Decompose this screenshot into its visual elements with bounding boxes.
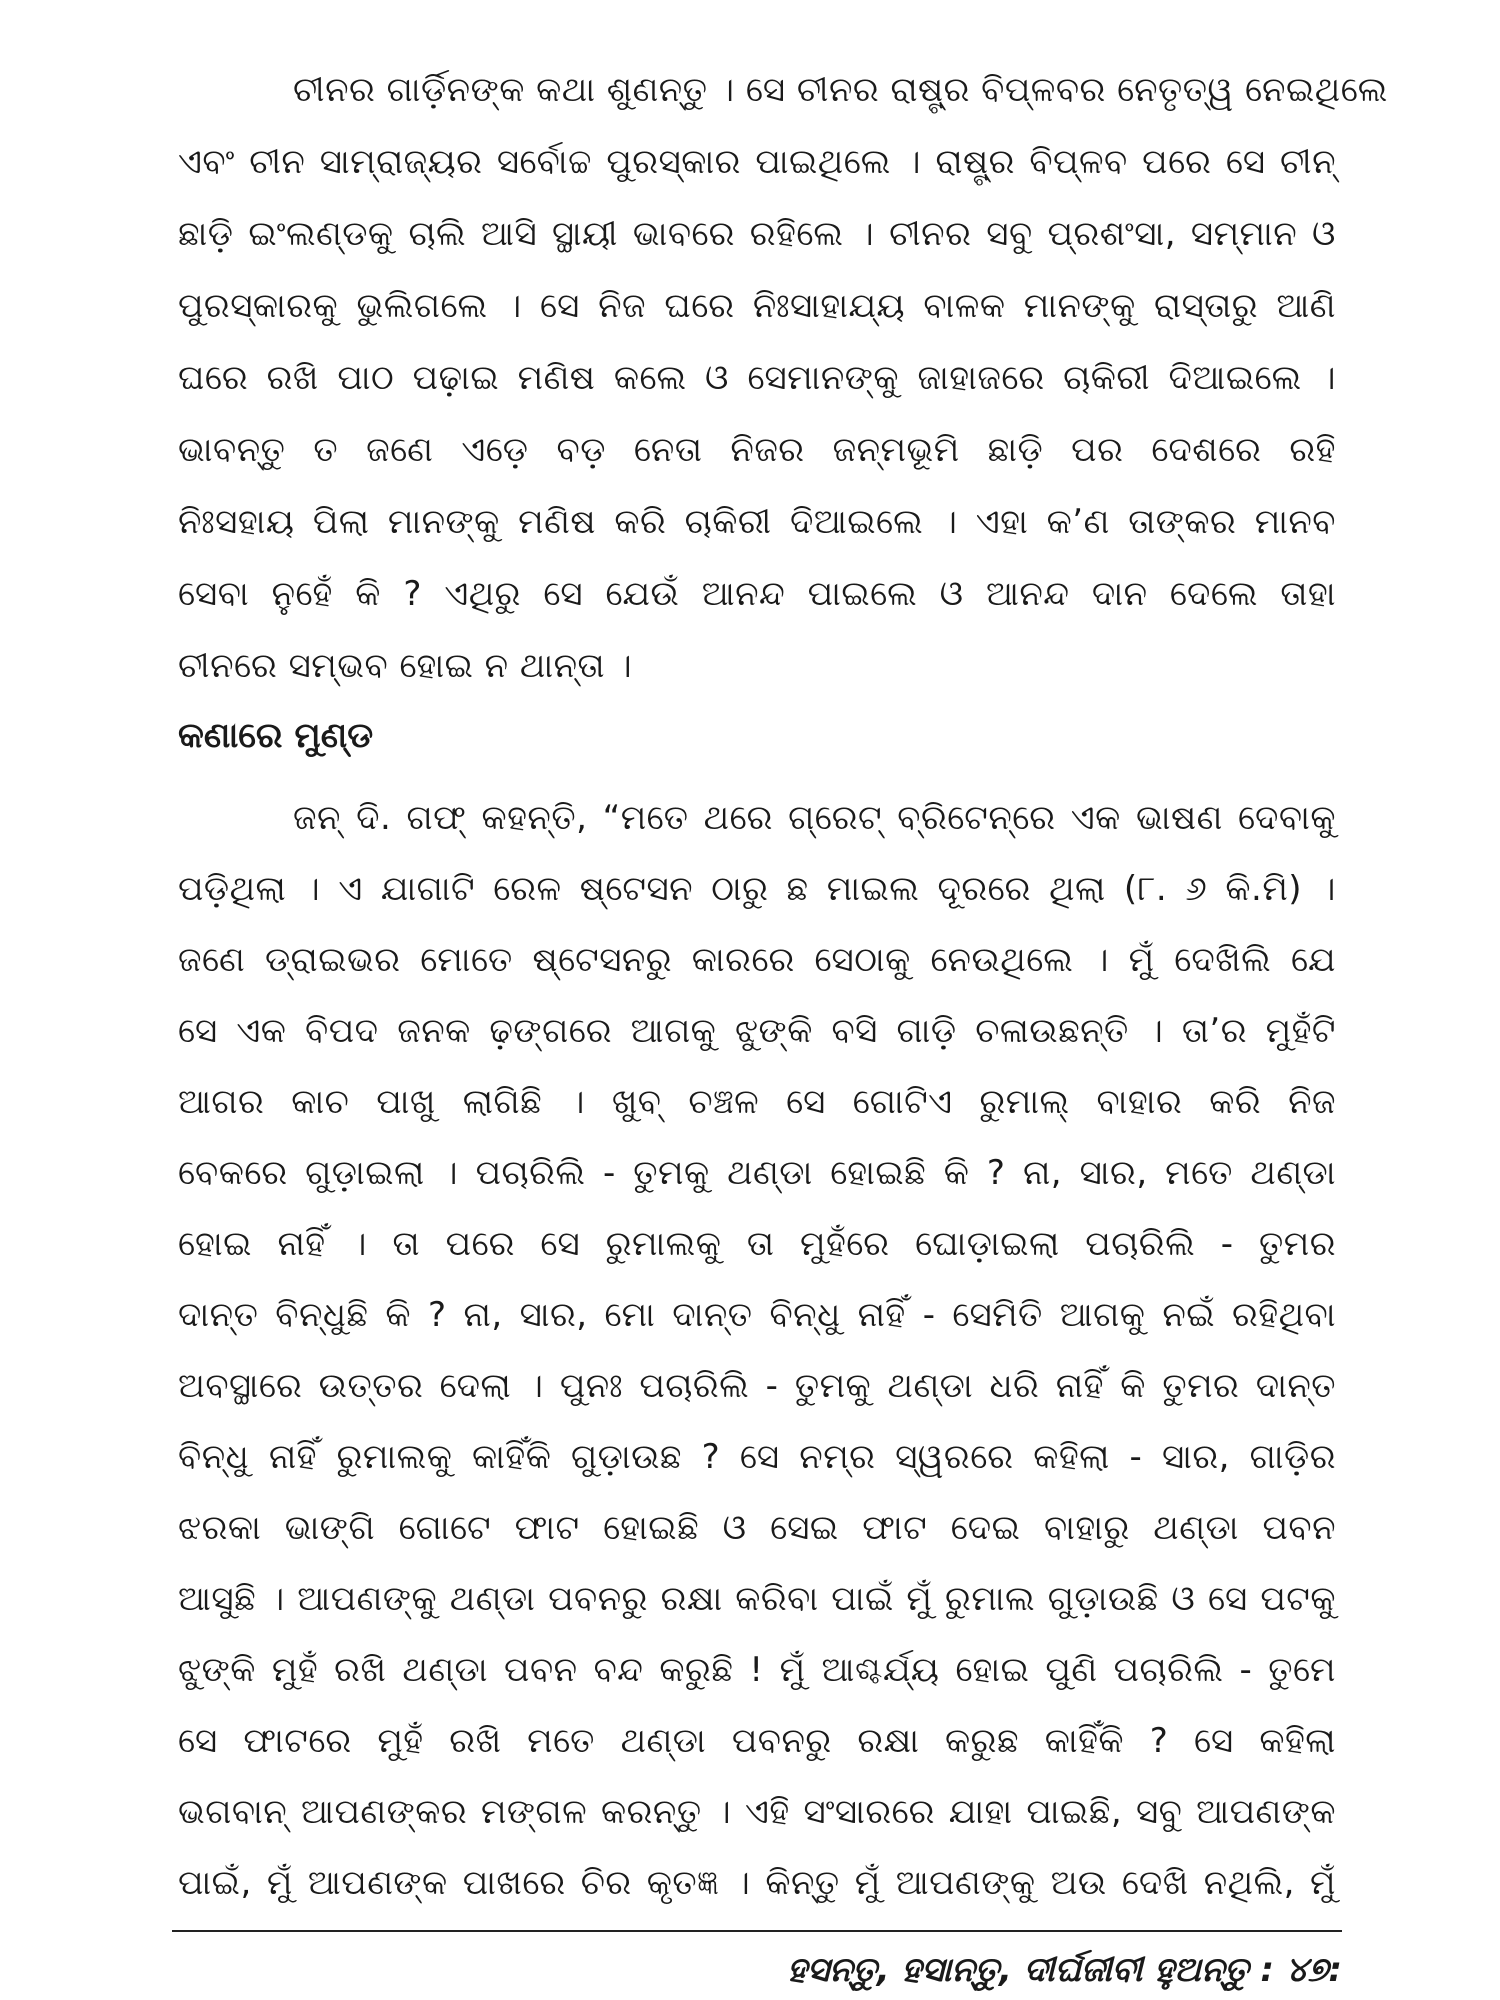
- paragraph-line: ପାଇଁ, ମୁଁ ଆପଣଙ୍କ ପାଖରେ ଚିର କୃତଜ୍ଞ । କିନ୍ତୁ ମୁଁ ଆପଣଙ୍କୁ ଅଉ ଦେଖି ନଥିଲି, ମୁଁ: [178, 1863, 1336, 1903]
- paragraph-line: ଛାଡ଼ି ଇଂଲଣ୍ଡକୁ ଚାଲି ଆସି ସ୍ଥାୟୀ ଭାବରେ ରହିଲେ । ଚୀନର ସବୁ ପ୍ରଶଂସା, ସମ୍ମାନ ଓ: [178, 214, 1336, 254]
- paragraph-line: ଚୀନର ଗାର୍ଡ଼ିନଙ୍କ କଥା ଶୁଣନ୍ତୁ । ସେ ଚୀନର ରାଷ୍ଟ୍ର ବିପ୍ଳବର ନେତୃତ୍ୱ ନେଇଥିଲେ: [293, 70, 1388, 110]
- paragraph-line: ହୋଇ ନାହିଁ । ତା ପରେ ସେ ରୁମାଲକୁ ତା ମୁହଁରେ ଘୋଡ଼ାଇଲା ପଚାରିଲି - ତୁମର: [178, 1224, 1336, 1264]
- page-footer: ହସନ୍ତୁ, ହସାନ୍ତୁ, ଦୀର୍ଘଜୀବୀ ହୁଅନ୍ତୁ : ୪୭:: [787, 1950, 1342, 1990]
- paragraph-line: ସେ ଏକ ବିପଦ ଜନକ ଢ଼ଙ୍ଗରେ ଆଗକୁ ଝୁଙ୍କି ବସି ଗାଡ଼ି ଚଳାଉଛନ୍ତି । ତା’ର ମୁହଁଟି: [178, 1011, 1336, 1051]
- paragraph-line: ବେକରେ ଗୁଡ଼ାଇଲା । ପଚାରିଲି - ତୁମକୁ ଥଣ୍ଡା ହୋଇଛି କି ? ନା, ସାର, ମତେ ଥଣ୍ଡା: [178, 1153, 1336, 1193]
- paragraph-line: ଆଗର କାଚ ପାଖୁ ଲାଗିଛି । ଖୁବ୍ ଚଞ୍ଚଳ ସେ ଗୋଟିଏ ରୁମାଲ୍ ବାହାର କରି ନିଜ: [178, 1082, 1336, 1122]
- paragraph-line: ଆସୁଛି । ଆପଣଙ୍କୁ ଥଣ୍ଡା ପବନରୁ ରକ୍ଷା କରିବା ପାଇଁ ମୁଁ ରୁମାଲ ଗୁଡ଼ାଉଛି ଓ ସେ ପଟକୁ: [178, 1579, 1336, 1619]
- paragraph-line: ସେବା ନୁହେଁ କି ? ଏଥିରୁ ସେ ଯେଉଁ ଆନନ୍ଦ ପାଇଲେ ଓ ଆନନ୍ଦ ଦାନ ଦେଲେ ତାହା: [178, 574, 1336, 614]
- paragraph-line: ପୁରସ୍କାରକୁ ଭୁଲିଗଲେ । ସେ ନିଜ ଘରେ ନିଃସାହାଯ୍ୟ ବାଳକ ମାନଙ୍କୁ ରାସ୍ତାରୁ ଆଣି: [178, 286, 1336, 326]
- paragraph-line: ଘରେ ରଖି ପାଠ ପଢ଼ାଇ ମଣିଷ କଲେ ଓ ସେମାନଙ୍କୁ ଜାହାଜରେ ଚାକିରୀ ଦିଆଇଲେ ।: [178, 358, 1336, 398]
- paragraph-line: ଝୁଙ୍କି ମୁହଁ ରଖି ଥଣ୍ଡା ପବନ ବନ୍ଦ କରୁଛି ! ମୁଁ ଆଶ୍ଚର୍ଯ୍ୟ ହୋଇ ପୁଣି ପଚାରିଲି - ତୁମେ: [178, 1650, 1336, 1690]
- paragraph-line: ଚୀନରେ ସମ୍ଭବ ହୋଇ ନ ଥାନ୍ତା ।: [178, 646, 633, 686]
- paragraph-line: ଜଣେ ଡ୍ରାଇଭର ମୋତେ ଷ୍ଟେସନରୁ କାରରେ ସେଠାକୁ ନେଉଥିଲେ । ମୁଁ ଦେଖିଲି ଯେ: [178, 940, 1336, 980]
- footer-divider: [172, 1930, 1342, 1932]
- paragraph-line: ଭଗବାନ୍ ଆପଣଙ୍କର ମଙ୍ଗଳ କରନ୍ତୁ । ଏହି ସଂସାରରେ ଯାହା ପାଇଛି, ସବୁ ଆପଣଙ୍କ: [178, 1792, 1336, 1832]
- paragraph-line: ଏବଂ ଚୀନ ସାମ୍ରାଜ୍ୟର ସର୍ବୋଚ୍ଚ ପୁରସ୍କାର ପାଇଥିଲେ । ରାଷ୍ଟ୍ର ବିପ୍ଳବ ପରେ ସେ ଚୀନ୍: [178, 142, 1336, 182]
- paragraph-line: ଦାନ୍ତ ବିନ୍ଧୁଛି କି ? ନା, ସାର, ମୋ ଦାନ୍ତ ବିନ୍ଧୁ ନାହିଁ - ସେମିତି ଆଗକୁ ନଇଁ ରହିଥିବା: [178, 1295, 1336, 1335]
- paragraph-line: ଝରକା ଭାଙ୍ଗି ଗୋଟେ ଫାଟ ହୋଇଛି ଓ ସେଇ ଫାଟ ଦେଇ ବାହାରୁ ଥଣ୍ଡା ପବନ: [178, 1508, 1336, 1548]
- paragraph-line: ବିନ୍ଧୁ ନାହିଁ ରୁମାଲକୁ କାହିଁକି ଗୁଡ଼ାଉଛ ? ସେ ନମ୍ର ସ୍ୱରରେ କହିଲା - ସାର, ଗାଡ଼ିର: [178, 1437, 1336, 1477]
- paragraph-line: ନିଃସହାୟ ପିଲା ମାନଙ୍କୁ ମଣିଷ କରି ଚାକିରୀ ଦିଆଇଲେ । ଏହା କ’ଣ ତାଙ୍କର ମାନବ: [178, 502, 1336, 542]
- paragraph-line: ସେ ଫାଟରେ ମୁହଁ ରଖି ମତେ ଥଣ୍ଡା ପବନରୁ ରକ୍ଷା କରୁଛ କାହିଁକି ? ସେ କହିଲା: [178, 1721, 1336, 1761]
- paragraph-line: ଭାବନ୍ତୁ ତ ଜଣେ ଏଡ଼େ ବଡ଼ ନେତା ନିଜର ଜନ୍ମଭୂମି ଛାଡ଼ି ପର ଦେଶରେ ରହି: [178, 430, 1336, 470]
- section-heading: କଣାରେ ମୁଣ୍ଡ: [178, 716, 374, 756]
- paragraph-line: ପଡ଼ିଥିଲା । ଏ ଯାଗାଟି ରେଳ ଷ୍ଟେସନ ଠାରୁ ଛ ମାଇଲ ଦୂରରେ ଥିଲା (୮. ୬ କି.ମି) ।: [178, 869, 1336, 909]
- paragraph-line: ଅବସ୍ଥାରେ ଉତ୍ତର ଦେଲା । ପୁନଃ ପଚାରିଲି - ତୁମକୁ ଥଣ୍ଡା ଧରି ନାହିଁ କି ତୁମର ଦାନ୍ତ: [178, 1366, 1336, 1406]
- paragraph-line: ଜନ୍ ଦି. ଗଫ୍ କହନ୍ତି, “ମତେ ଥରେ ଗ୍ରେଟ୍ ବ୍ରିଟେନ୍‌ରେ ଏକ ଭାଷଣ ଦେବାକୁ: [293, 798, 1336, 838]
